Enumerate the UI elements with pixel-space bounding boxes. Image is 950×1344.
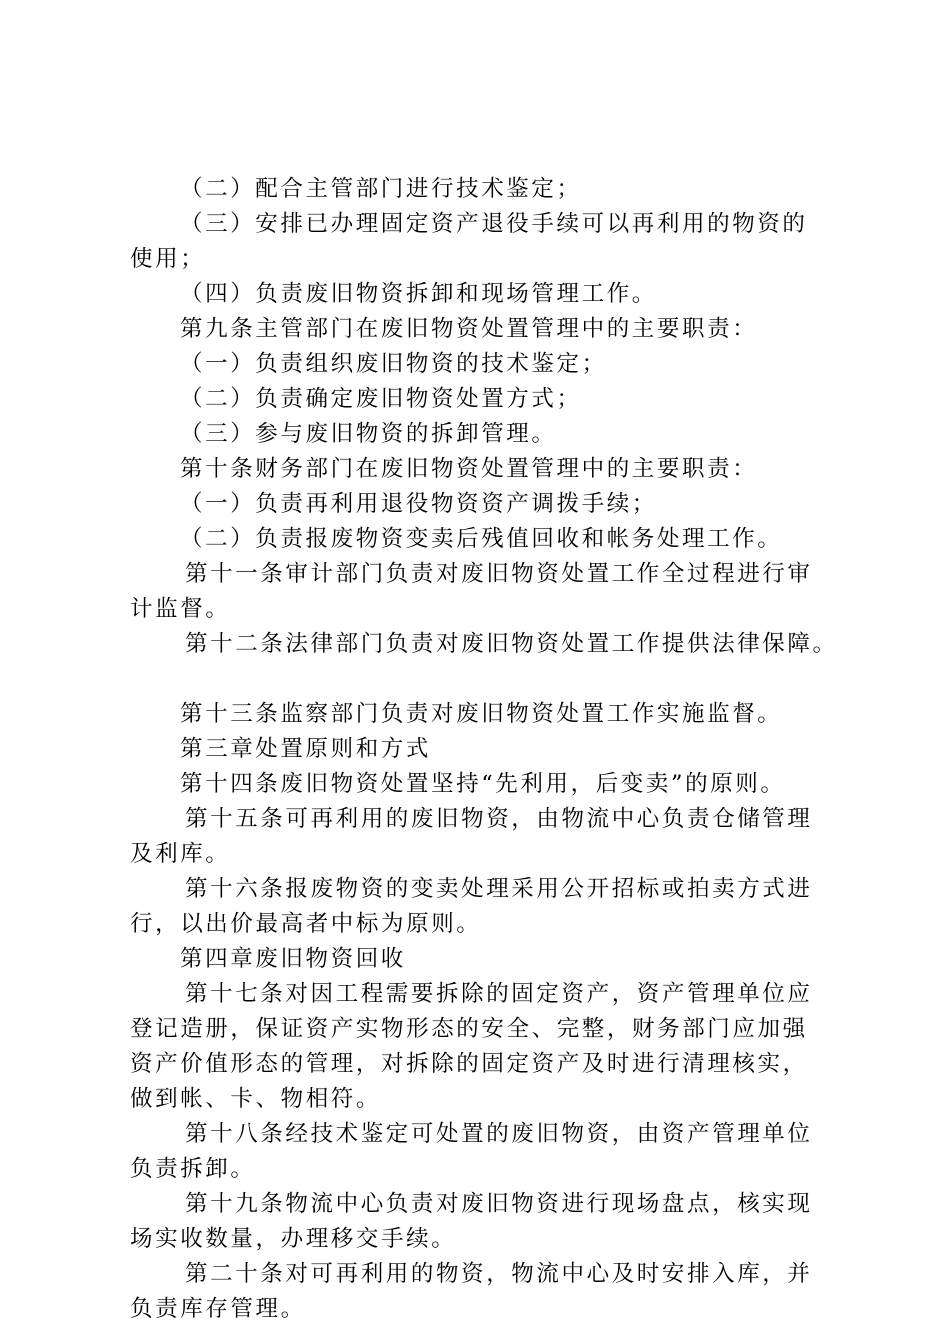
text-line: 负责拆卸。 bbox=[130, 1156, 256, 1182]
text-line: 及利库。 bbox=[130, 841, 231, 867]
text-line: 第二十条对可再利用的物资，物流中心及时安排入库，并 bbox=[185, 1261, 813, 1287]
text-line: （二）负责报废物资变卖后残值回收和帐务处理工作。 bbox=[180, 526, 783, 552]
text-line: 使用； bbox=[130, 246, 206, 272]
text-line: 第十五条可再利用的废旧物资，由物流中心负责仓储管理 bbox=[185, 806, 813, 832]
text-line: 第十一条审计部门负责对废旧物资处置工作全过程进行审 bbox=[185, 561, 813, 587]
text-line: （二）负责确定废旧物资处置方式； bbox=[180, 386, 582, 412]
text-line: 第十八条经技术鉴定可处置的废旧物资，由资产管理单位 bbox=[185, 1121, 813, 1147]
chapter-heading: 第三章处置原则和方式 bbox=[180, 736, 432, 762]
text-line: 第十七条对因工程需要拆除的固定资产，资产管理单位应 bbox=[185, 981, 813, 1007]
text-line: 第十条财务部门在废旧物资处置管理中的主要职责： bbox=[180, 456, 758, 482]
blank-line bbox=[130, 662, 835, 697]
text-line: （三）安排已办理固定资产退役手续可以再利用的物资的 bbox=[180, 211, 808, 237]
text-line: （一）负责再利用退役物资资产调拨手续； bbox=[180, 491, 657, 517]
text-line: 第十九条物流中心负责对废旧物资进行现场盘点，核实现 bbox=[185, 1191, 813, 1217]
text-line: 第十六条报废物资的变卖处理采用公开招标或拍卖方式进 bbox=[185, 876, 813, 902]
text-line: 第十三条监察部门负责对废旧物资处置工作实施监督。 bbox=[180, 701, 783, 727]
text-line: （三）参与废旧物资的拆卸管理。 bbox=[180, 421, 557, 447]
text-line: （四）负责废旧物资拆卸和现场管理工作。 bbox=[180, 281, 657, 307]
text-line: 负责库存管理。 bbox=[130, 1296, 306, 1322]
text-line: 第十四条废旧物资处置坚持“先利用，后变卖”的原则。 bbox=[180, 771, 786, 797]
text-line: 第九条主管部门在废旧物资处置管理中的主要职责： bbox=[180, 316, 758, 342]
document-body bbox=[130, 172, 838, 1327]
text-line: 登记造册，保证资产实物形态的安全、完整，财务部门应加强 bbox=[130, 1016, 808, 1042]
text-line: 做到帐、卡、物相符。 bbox=[130, 1086, 382, 1112]
text-line: （二）配合主管部门进行技术鉴定； bbox=[180, 176, 582, 202]
chapter-heading: 第四章废旧物资回收 bbox=[180, 946, 406, 972]
text-line: 计监督。 bbox=[130, 596, 231, 622]
text-line: 资产价值形态的管理，对拆除的固定资产及时进行清理核实， bbox=[130, 1051, 808, 1077]
text-line: 第十二条法律部门负责对废旧物资处置工作提供法律保障。 bbox=[185, 631, 838, 657]
text-line: 行，以出价最高者中标为原则。 bbox=[130, 911, 482, 937]
text-line: 场实收数量，办理移交手续。 bbox=[130, 1226, 457, 1252]
text-line: （一）负责组织废旧物资的技术鉴定； bbox=[180, 351, 607, 377]
